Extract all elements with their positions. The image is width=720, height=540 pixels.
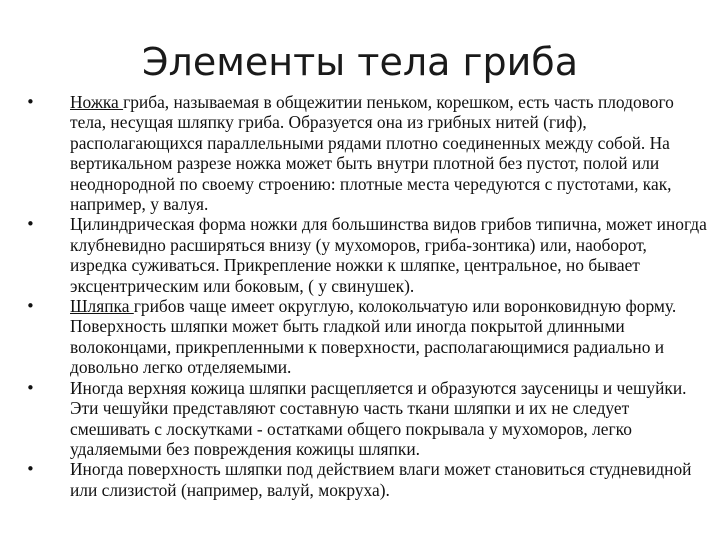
term-stem: Ножка (70, 92, 124, 112)
bullet-text: грибов чаще имеет округлую, колокольчатую или воронковидную форму. Поверхность шляпки может быть гладкой или иногда покрытой длинными волоконцами, прикрепленными к поверхности, располагающимися радиально и довольно легко отделяемыми. (70, 296, 677, 378)
bullet-list (26, 92, 708, 500)
bullet-text: Иногда верхняя кожица шляпки расщепляется и образуются заусеницы и чешуйки. Эти чешуйки представляют составную часть ткани шляпки и их не следует смешивать с лоскутками - остатками общего покрывала у мухоморов, легко удаляемыми без повреждения кожицы шляпки. (70, 377, 687, 459)
bullet-dot-icon: • (26, 297, 35, 316)
bullet-item-stem (26, 92, 708, 214)
bullet-item-cap-skin (26, 378, 708, 460)
bullet-item-cap-surface (26, 459, 708, 500)
bullet-item-stem-shape (26, 214, 708, 296)
bullet-text: Иногда поверхность шляпки под действием влаги может становиться студневидной или слизистой (например, валуй, мокруха). (70, 459, 692, 500)
bullet-dot-icon: • (26, 215, 35, 234)
bullet-item-cap (26, 296, 708, 378)
bullet-dot-icon: • (26, 378, 35, 397)
bullet-dot-icon: • (26, 460, 35, 479)
bullet-dot-icon: • (26, 93, 35, 111)
bullet-text: гриба, называемая в общежитии пеньком, корешком, есть часть плодового тела, несущая шляпку гриба. Образуется она из грибных нитей (гиф), располагающихся параллельными рядами плотно соединенных между собой. На вертикальном разрезе ножка может быть внутри плотной без пустот, полой или неоднородной по своему строению: плотные места чередуются с пустотами, как, например, у валуя. (70, 92, 674, 215)
slide-title: Элементы тела гриба (142, 40, 578, 84)
term-cap: Шляпка (70, 296, 134, 317)
bullet-text: Цилиндрическая форма ножки для большинства видов грибов типична, может иногда клубневидно расширяться внизу (у мухоморов, гриба-зонтика) или, наоборот, изредка суживаться. Прикрепление ножки к шляпке, центральное, но бывает эксцентрическим или боковым, ( у свинушек). (70, 214, 707, 296)
